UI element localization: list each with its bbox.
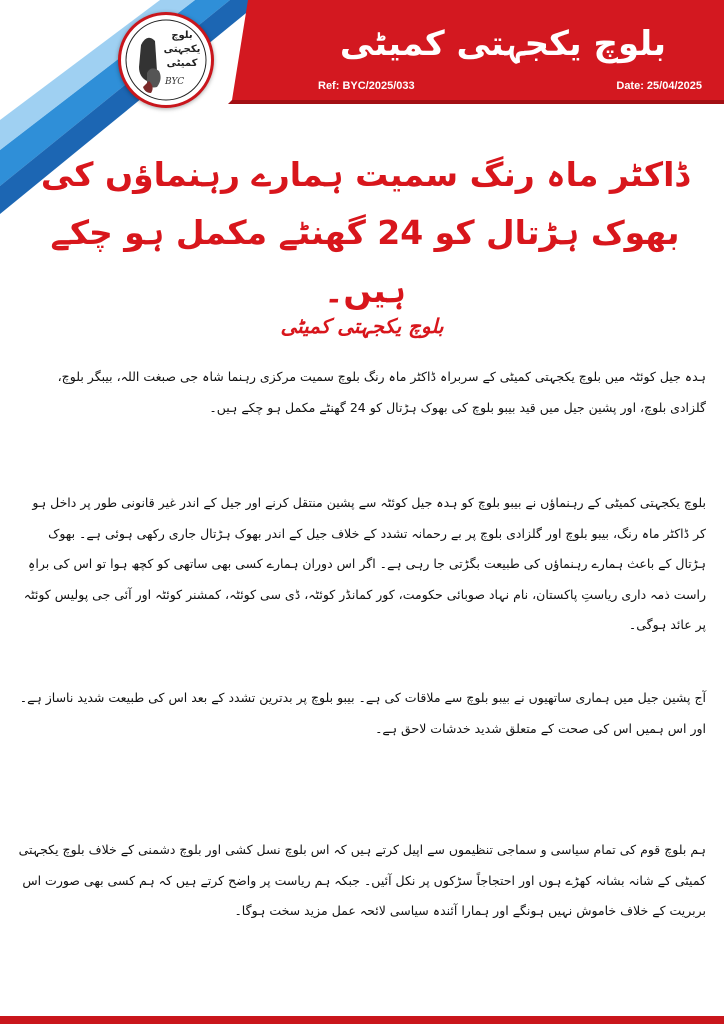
org-title: بلوچ یکجہتی کمیٹی <box>339 24 666 64</box>
document-date: Date: 25/04/2025 <box>616 80 702 92</box>
footer-bar <box>0 1016 724 1024</box>
byc-logo <box>118 12 214 108</box>
logo-text-line-1: بلوچ <box>171 30 193 41</box>
paragraph-3: آج پشین جیل میں ہماری ساتھیوں نے بیبو بلوچ سے ملاقات کی ہے۔ بیبو بلوچ پر بدترین تشدد کے بعد اس کی طبیعت شدید ناساز ہے۔ اور اس ہمیں اس کی صحت کے متعلق شدید خدشات لاحق ہے۔ <box>19 690 706 736</box>
signature: بلوچ یکجہتی کمیٹی <box>280 314 444 338</box>
headline: ڈاکٹر ماہ رنگ سمیت ہمارے رہنماؤں کی بھوک ہڑتال کو 24 گھنٹے مکمل ہو چکے ہیں۔ <box>40 155 690 310</box>
logo-text-line-3: کمیٹی <box>166 58 198 69</box>
paragraph-1: ہدہ جیل کوئٹہ میں بلوچ یکجہتی کمیٹی کے سربراہ ڈاکٹر ماہ رنگ بلوچ سمیت مرکزی رہنما شاہ جی صبغت اللہ، بیبگر بلوچ، گلزادی بلوچ، اور پشین جیل میں قید بیبو بلوچ کی بھوک ہڑتال کو 24 گھنٹے مکمل ہو چکے ہیں۔ <box>57 369 706 415</box>
reference-number: Ref: BYC/2025/033 <box>318 80 415 92</box>
logo-text-line-2: یکجہتی <box>163 44 201 55</box>
paragraph-2: بلوچ یکجہتی کمیٹی کے رہنماؤں نے بیبو بلوچ کو ہدہ جیل کوئٹہ سے پشین منتقل کرنے اور جیل کے اندر غیر قانونی طور پر داخل ہو کر ڈاکٹر ماہ رنگ، بیبو بلوچ اور گلزادی بلوچ پر بے رحمانہ تشدد کے خلاف جیل کے اندر بھوک ہڑتال جاری رکھی ہوئی ہے۔ بھوک ہڑتال کے باعث ہمارے رہنماؤں کی طبیعت بگڑتی جا رہی ہے۔ اگر اس دوران ہمارے کسی بھی ساتھی کو کچھ ہوا تو اس کی براہِ راست ذمہ داری ریاستِ پاکستان، نام نہاد صوبائی حکومت، کور کمانڈر کوئٹہ، ڈی سی کوئٹہ، کمشنر کوئٹہ اور آئی جی پولیس کوئٹہ پر عائد ہوگی۔ <box>23 495 706 632</box>
logo-abbr: BYC <box>165 77 185 87</box>
paragraph-4: ہم بلوچ قوم کی تمام سیاسی و سماجی تنظیموں سے اپیل کرتے ہیں کہ اس بلوچ نسل کشی اور بلوچ دشمنی کے خلاف بلوچ یکجہتی کمیٹی کے شانہ بشانہ کھڑے ہوں اور احتجاجاً سڑکوں پر نکل آئیں۔ جبکہ ہم ریاست پر واضح کرتے ہیں کہ ہم کسی بھی صورت اس بربریت کے خلاف خاموش نہیں ہونگے اور ہمارا آئندہ سیاسی لائحہ عمل مزید سخت ہوگا۔ <box>18 842 706 918</box>
